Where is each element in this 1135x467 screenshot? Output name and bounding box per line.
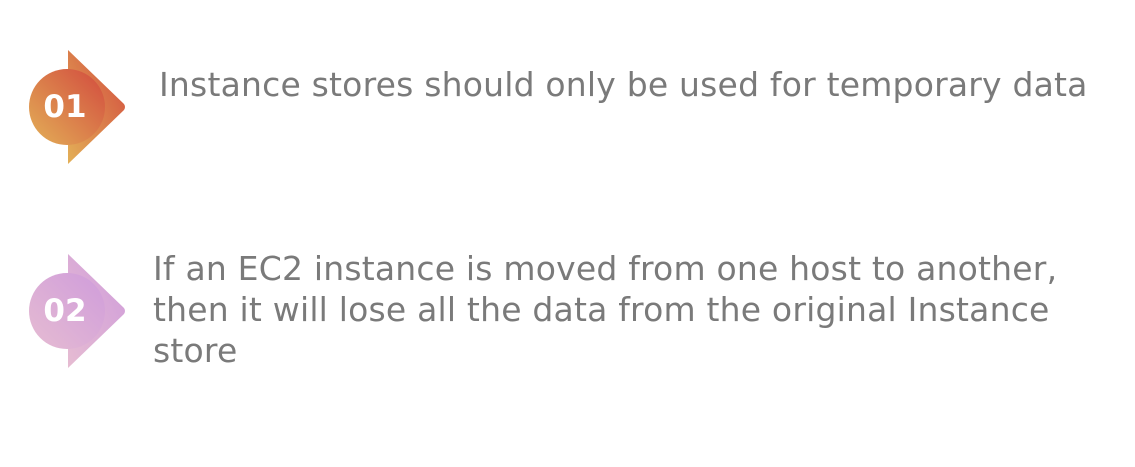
item-text: Instance stores should only be used for temporary data bbox=[159, 65, 1088, 104]
item-text: If an EC2 instance is moved from one host to another, then it will lose all the data from the original Instance store bbox=[153, 249, 1058, 370]
badge-number: 02 bbox=[43, 293, 87, 329]
badge-number: 01 bbox=[43, 89, 87, 125]
number-badge bbox=[27, 252, 127, 370]
number-badge bbox=[27, 48, 127, 166]
